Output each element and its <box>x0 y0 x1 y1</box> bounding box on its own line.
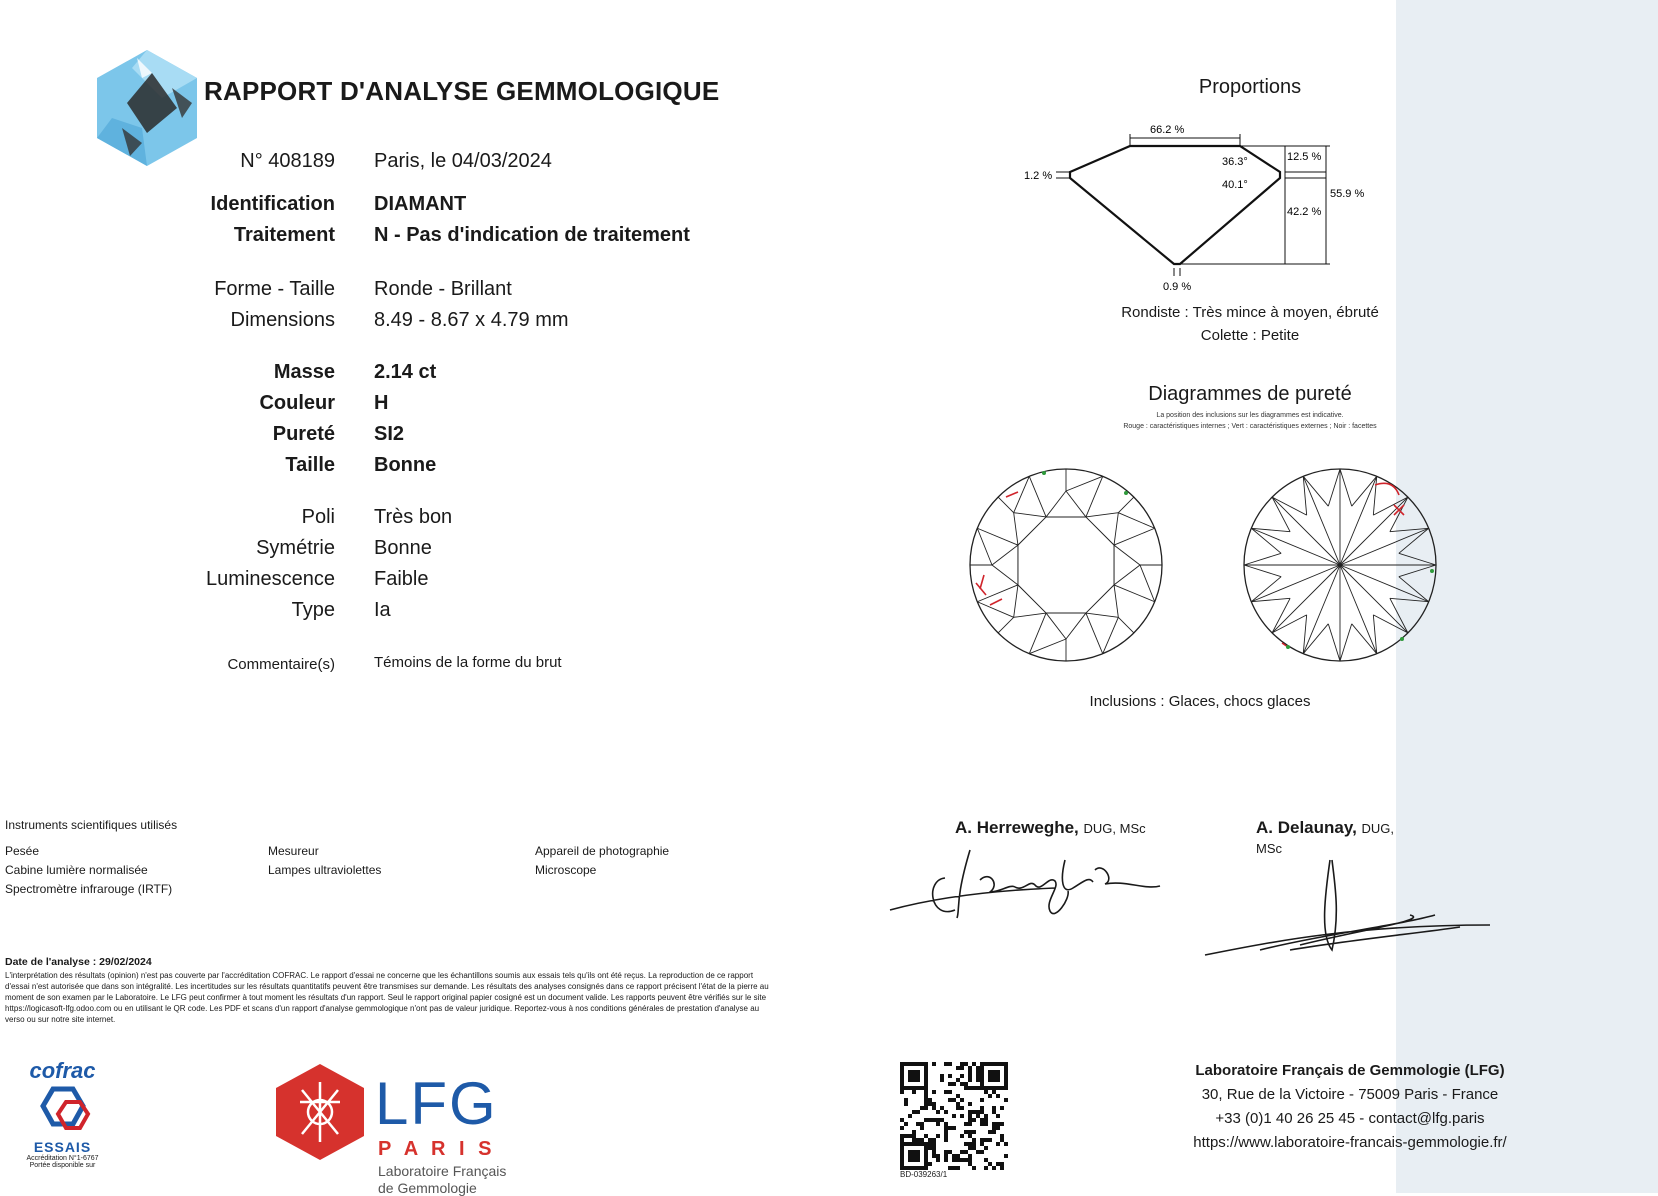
instrument-item: Microscope <box>535 863 597 877</box>
field-value: Bonne <box>374 537 432 559</box>
report-number: N° 408189 <box>240 150 335 172</box>
cofrac-accreditation: Accréditation N°1-6767 <box>26 1155 99 1162</box>
lfg-city: P A R I S <box>378 1138 496 1160</box>
lab-website[interactable]: https://www.laboratoire-francais-gemmologie.fr/ <box>1193 1134 1507 1151</box>
cofrac-logo <box>10 1058 115 1169</box>
instruments-block <box>5 816 177 899</box>
field-value: 2.14 ct <box>374 361 437 383</box>
lab-contact: +33 (0)1 40 26 25 45 - contact@lfg.paris <box>1215 1110 1485 1127</box>
instrument-item: Appareil de photographie <box>535 844 670 858</box>
field-value: Bonne <box>374 454 437 476</box>
field-label: Forme - Taille <box>214 278 335 300</box>
field-label: Taille <box>285 454 335 476</box>
cofrac-scope: Portée disponible sur <box>29 1162 96 1169</box>
pavilion-depth-value: 42.2 % <box>1287 206 1322 218</box>
field-value: Très bon <box>374 506 453 528</box>
clarity-diagram-crown <box>966 465 1166 665</box>
analysis-date: Date de l'analyse : 29/02/2024 <box>5 956 152 968</box>
field-value: Faible <box>374 568 429 590</box>
signature-1-image <box>885 840 1175 930</box>
field-label: Pureté <box>272 423 335 445</box>
instrument-item: Lampes ultraviolettes <box>268 863 382 877</box>
instruments-title: Instruments scientifiques utilisés <box>5 818 178 832</box>
field-value: 8.49 - 8.67 x 4.79 mm <box>374 309 569 331</box>
field-label: Identification <box>210 193 335 215</box>
field-label: Poli <box>301 506 335 528</box>
crown-angle-value: 36.3° <box>1222 156 1248 168</box>
instrument-item: Cabine lumière normalisée <box>5 863 148 877</box>
signature-2-image <box>1200 855 1490 965</box>
girdle-value: 1.2 % <box>1024 170 1053 182</box>
instrument-item: Mesureur <box>268 844 319 858</box>
lab-name: Laboratoire Français de Gemmologie (LFG) <box>1195 1062 1505 1079</box>
inclusions-text: Inclusions : Glaces, chocs glaces <box>1089 693 1311 710</box>
clarity-note-2: Rouge : caractéristiques internes ; Vert : caractéristiques externes ; Noir : facettes <box>1123 423 1377 430</box>
cofrac-essais: ESSAIS <box>33 1139 92 1155</box>
field-value: H <box>374 392 389 414</box>
comment-label: Commentaire(s) <box>227 656 335 673</box>
lfg-subtitle-1: Laboratoire Français <box>378 1163 507 1179</box>
total-depth-value: 55.9 % <box>1330 188 1365 200</box>
instruments-col-3 <box>535 842 669 880</box>
field-label: Luminescence <box>206 568 335 590</box>
field-label: Dimensions <box>230 309 335 331</box>
field-value: Ia <box>374 599 391 621</box>
qr-code[interactable] <box>900 1062 1008 1170</box>
qr-code-id: BD-039263/1 <box>900 1170 948 1179</box>
report-title: RAPPORT D'ANALYSE GEMMOLOGIQUE <box>204 76 720 106</box>
proportions-title: Proportions <box>1198 76 1302 98</box>
clarity-title: Diagrammes de pureté <box>1148 383 1352 405</box>
signature-name-2: A. Delaunay, DUG, MSc <box>1256 818 1395 856</box>
table-value: 66.2 % <box>1150 124 1185 136</box>
field-label: Couleur <box>259 392 335 414</box>
lfg-subtitle-2: de Gemmologie <box>378 1180 477 1196</box>
field-label: Type <box>291 599 335 621</box>
signature-name-1: A. Herreweghe, DUG, MSc <box>955 818 1146 837</box>
field-value: N - Pas d'indication de traitement <box>374 224 690 246</box>
culet-text: Colette : Petite <box>1200 327 1300 344</box>
instruments-col-2 <box>268 842 381 880</box>
field-value: DIAMANT <box>374 193 467 215</box>
instrument-item: Spectromètre infrarouge (IRTF) <box>5 882 173 896</box>
lab-address: 30, Rue de la Victoire - 75009 Paris - France <box>1201 1086 1499 1103</box>
legal-text: L'interprétation des résultats (opinion) n'est pas couverte par l'accréditation COFRAC. Le rapport d'essai ne concerne que les échantillons soumis aux essais tels qu'ils ont été reçus. La reproduction de ce rapport d'essai n'est autorisée que dans son intégralité. Les incertitudes sur les résultats quantitatifs peuvent être transmises sur demande. Les résultats des analyses consignés dans ce rapport précisent l'état de la pierre au moment de son examen par le Laboratoire. Le LFG peut confirmer à tout moment les résultats d'un rapport. Seul le rapport original papier cosigné est un document valide. Les rapports peuvent être vérifiés sur le site https://logicasoft-lfg.odoo.com ou en utilisant le QR code. Les PDF et scans d'un rapport d'analyse gemmologique n'ont pas de valeur juridique. Reportez-vous à nos conditions générales de prestation d'analyse au verso ou sur notre site internet. <box>5 971 769 1024</box>
clarity-diagram-pavilion <box>1240 465 1440 665</box>
field-label: Masse <box>273 361 335 383</box>
comment-value: Témoins de la forme du brut <box>374 654 562 671</box>
culet-value: 0.9 % <box>1163 281 1192 293</box>
cofrac-name: cofrac <box>29 1058 96 1083</box>
field-value: SI2 <box>374 423 405 445</box>
proportions-diagram <box>1024 118 1380 298</box>
girdle-text: Rondiste : Très mince à moyen, ébruté <box>1121 304 1379 321</box>
report-place-date: Paris, le 04/03/2024 <box>374 150 552 172</box>
crown-height-value: 12.5 % <box>1287 151 1322 163</box>
lfg-logo-icon <box>270 1062 370 1162</box>
field-label: Traitement <box>233 224 335 246</box>
lfg-brand: LFG <box>375 1070 498 1137</box>
field-value: Ronde - Brillant <box>374 278 512 300</box>
clarity-note-1: La position des inclusions sur les diagrammes est indicative. <box>1156 412 1344 419</box>
instrument-item: Pesée <box>5 844 40 858</box>
pavilion-angle-value: 40.1° <box>1222 179 1248 191</box>
cofrac-hexagon-icon <box>28 1084 98 1134</box>
field-label: Symétrie <box>256 537 335 559</box>
